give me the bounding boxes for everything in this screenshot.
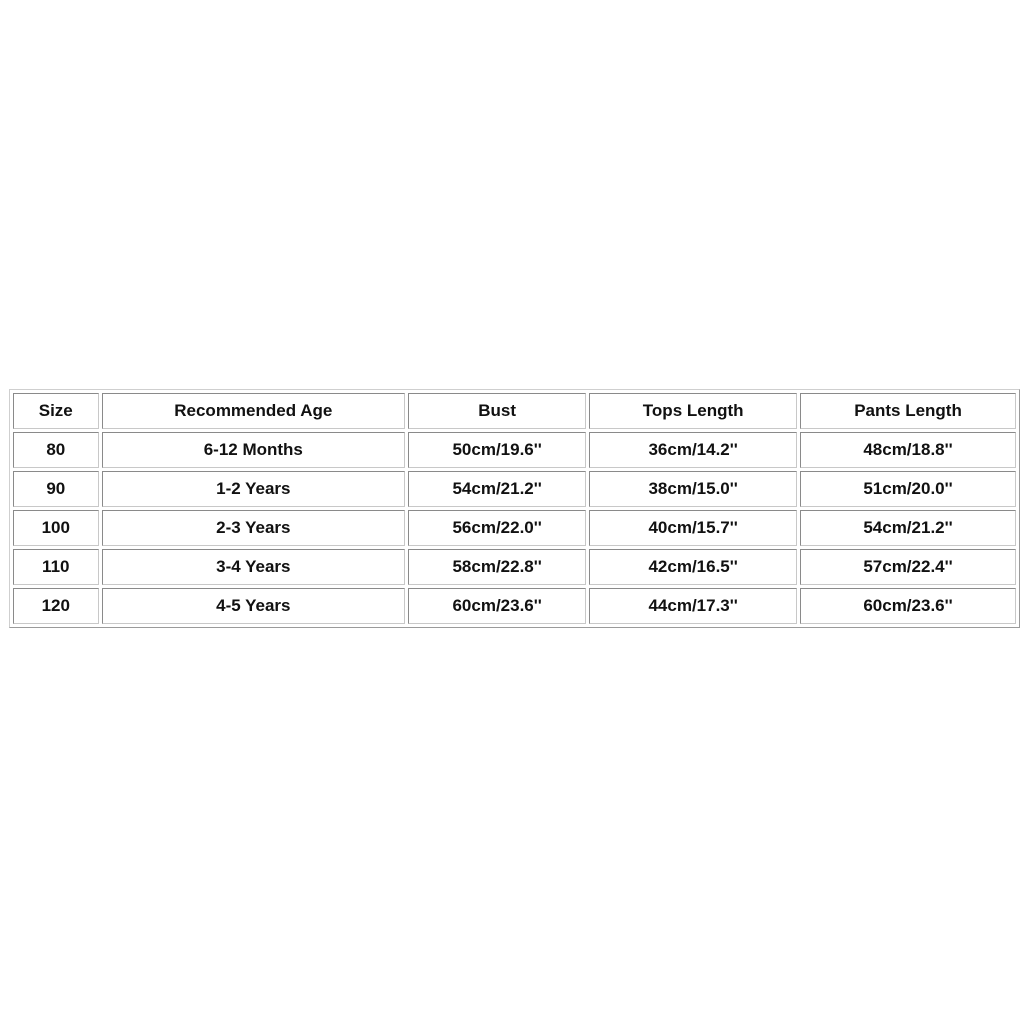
cell-age: 3-4 Years bbox=[102, 549, 406, 585]
cell-age: 2-3 Years bbox=[102, 510, 406, 546]
cell-age: 1-2 Years bbox=[102, 471, 406, 507]
table-row bbox=[13, 510, 1016, 546]
cell-pants-length: 60cm/23.6'' bbox=[800, 588, 1016, 624]
cell-tops-length: 38cm/15.0'' bbox=[589, 471, 797, 507]
cell-tops-length: 42cm/16.5'' bbox=[589, 549, 797, 585]
cell-bust: 50cm/19.6'' bbox=[408, 432, 586, 468]
table-row bbox=[13, 588, 1016, 624]
cell-bust: 60cm/23.6'' bbox=[408, 588, 586, 624]
header-pants-length: Pants Length bbox=[800, 393, 1016, 429]
header-tops-length: Tops Length bbox=[589, 393, 797, 429]
table-row bbox=[13, 549, 1016, 585]
table-row bbox=[13, 471, 1016, 507]
header-size: Size bbox=[13, 393, 99, 429]
cell-size: 100 bbox=[13, 510, 99, 546]
cell-pants-length: 54cm/21.2'' bbox=[800, 510, 1016, 546]
cell-age: 4-5 Years bbox=[102, 588, 406, 624]
cell-bust: 58cm/22.8'' bbox=[408, 549, 586, 585]
table-row bbox=[13, 432, 1016, 468]
header-recommended-age: Recommended Age bbox=[102, 393, 406, 429]
cell-size: 120 bbox=[13, 588, 99, 624]
cell-size: 90 bbox=[13, 471, 99, 507]
cell-tops-length: 40cm/15.7'' bbox=[589, 510, 797, 546]
cell-pants-length: 48cm/18.8'' bbox=[800, 432, 1016, 468]
cell-tops-length: 36cm/14.2'' bbox=[589, 432, 797, 468]
cell-tops-length: 44cm/17.3'' bbox=[589, 588, 797, 624]
cell-size: 110 bbox=[13, 549, 99, 585]
header-bust: Bust bbox=[408, 393, 586, 429]
cell-pants-length: 51cm/20.0'' bbox=[800, 471, 1016, 507]
cell-size: 80 bbox=[13, 432, 99, 468]
cell-bust: 54cm/21.2'' bbox=[408, 471, 586, 507]
cell-pants-length: 57cm/22.4'' bbox=[800, 549, 1016, 585]
cell-bust: 56cm/22.0'' bbox=[408, 510, 586, 546]
cell-age: 6-12 Months bbox=[102, 432, 406, 468]
size-chart-table bbox=[9, 389, 1020, 628]
table-header-row bbox=[13, 393, 1016, 429]
